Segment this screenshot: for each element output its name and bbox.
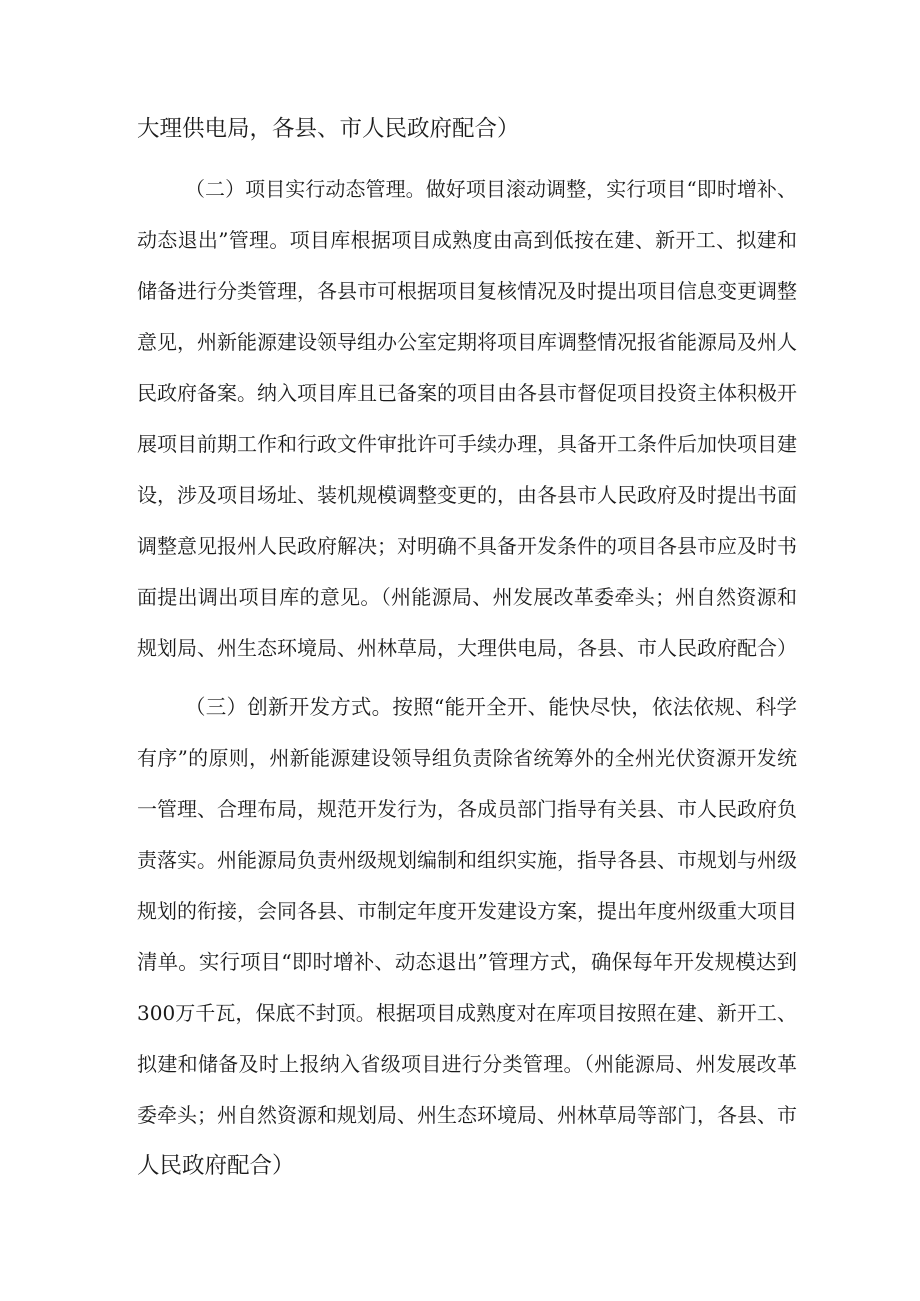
paragraph-heading-line: （二）项目实行动态管理。做好项目滚动调整，实行项目“即时增补、: [185, 177, 797, 201]
text-line: 调整意见报州人民政府解决；对明确不具备开发条件的项目各县市应及时书: [137, 534, 797, 558]
text-line: 面提出调出项目库的意见。（州能源局、州发展改革委牵头；州自然资源和: [137, 585, 797, 609]
text-line: 民政府备案。纳入项目库且已备案的项目由各县市督促项目投资主体积极开: [137, 381, 797, 405]
text-line: 责落实。州能源局负责州级规划编制和组织实施，指导各县、市规划与州级: [137, 848, 797, 872]
text-line: 清单。实行项目“即时增补、动态退出”管理方式，确保每年开发规模达到: [137, 950, 797, 974]
text-line: 展项目前期工作和行政文件审批许可手续办理，具备开工条件后加快项目建: [137, 432, 797, 456]
text-line: 一管理、合理布局，规范开发行为，各成员部门指导有关县、市人民政府负: [137, 797, 797, 821]
text-line: 委牵头；州自然资源和规划局、州生态环境局、州林草局等部门，各县、市: [137, 1103, 797, 1127]
text-line: 有序”的原则，州新能源建设领导组负责除省统筹外的全州光伏资源开发统: [137, 746, 797, 770]
text-line: 拟建和储备及时上报纳入省级项目进行分类管理。（州能源局、州发展改革: [137, 1052, 797, 1076]
text-line: 300万千瓦，保底不封顶。根据项目成熟度对在库项目按照在建、新开工、: [137, 1001, 797, 1025]
text-line: 动态退出”管理。项目库根据项目成熟度由高到低按在建、新开工、拟建和: [137, 228, 797, 252]
paragraph-heading-line: （三）创新开发方式。按照“能开全开、能快尽快，依法依规、科学: [185, 695, 797, 719]
text-line: 规划的衔接，会同各县、市制定年度开发建设方案，提出年度州级重大项目: [137, 899, 797, 923]
text-line: 储备进行分类管理，各县市可根据项目复核情况及时提出项目信息变更调整: [137, 279, 797, 303]
text-line: 大理供电局，各县、市人民政府配合）: [137, 116, 520, 142]
text-line: 规划局、州生态环境局、州林草局，大理供电局，各县、市人民政府配合）: [137, 636, 797, 660]
text-line: 意见，州新能源建设领导组办公室定期将项目库调整情况报省能源局及州人: [137, 330, 797, 354]
text-line: 设，涉及项目场址、装机规模调整变更的，由各县市人民政府及时提出书面: [137, 483, 797, 507]
text-line: 人民政府配合）: [137, 1153, 295, 1179]
